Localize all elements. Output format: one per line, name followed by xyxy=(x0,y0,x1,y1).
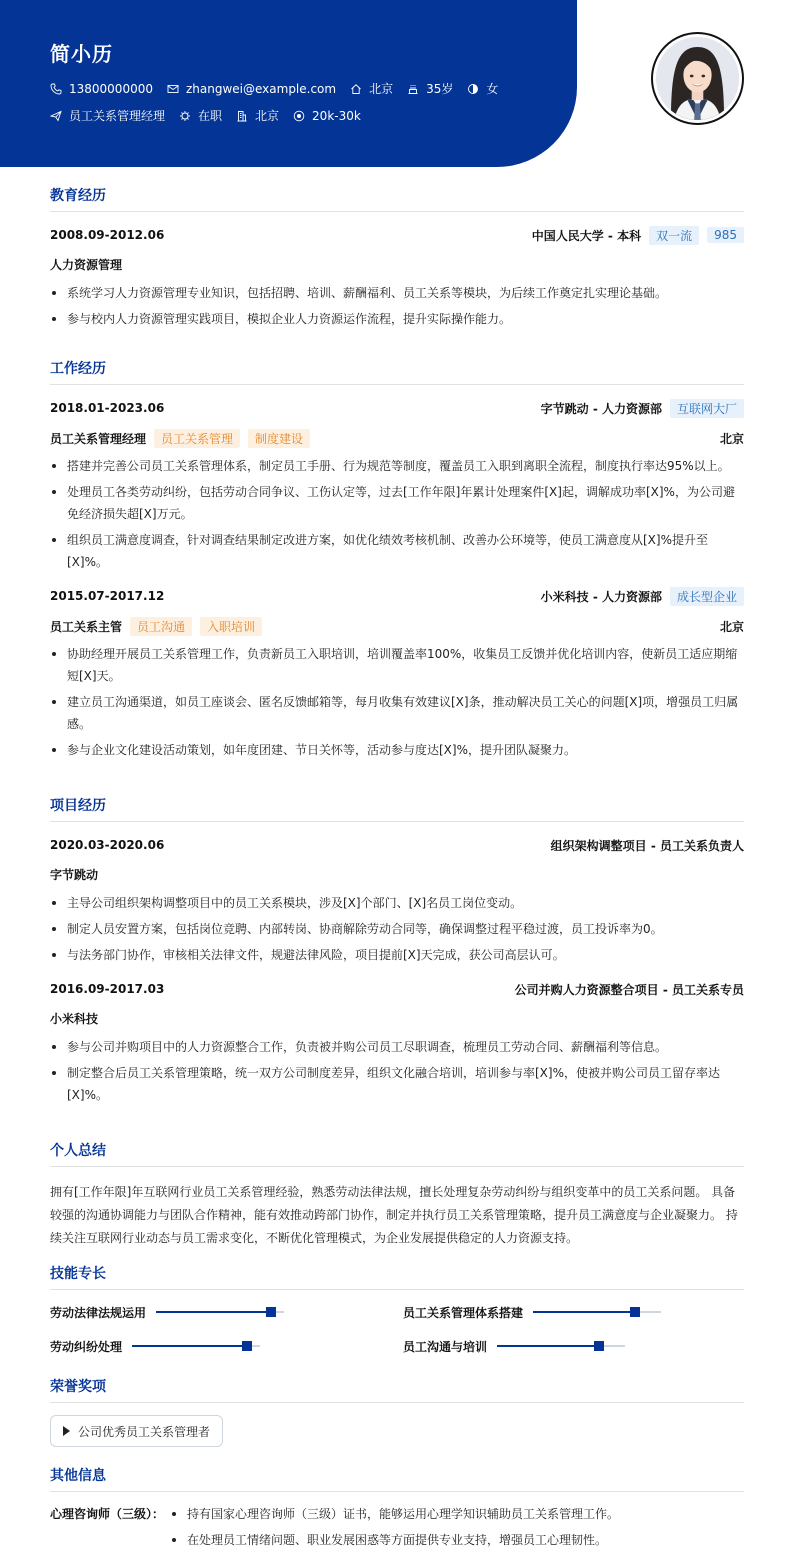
work-city-text: 北京 xyxy=(255,109,280,123)
summary-section xyxy=(50,1142,744,1250)
salary-icon xyxy=(293,110,305,122)
mail-icon xyxy=(167,83,179,95)
skill-bar xyxy=(533,1311,661,1313)
skill-bar xyxy=(497,1345,625,1347)
company-tag: 互联网大厂 xyxy=(670,399,744,418)
education-title: 教育经历 xyxy=(50,187,744,212)
play-icon xyxy=(63,1426,70,1436)
skill-item xyxy=(50,1339,260,1353)
education-school: 中国人民大学 - 本科 xyxy=(531,228,642,243)
intent-row xyxy=(50,107,375,124)
skill-bar xyxy=(132,1345,260,1347)
city-text: 北京 xyxy=(369,82,394,96)
work-city-item xyxy=(236,107,279,124)
list-item: 制定人员安置方案，包括岗位竞聘、内部转岗、协商解除劳动合同等，确保调整过程平稳过渡，员工投诉率为0。 xyxy=(50,918,744,940)
position-text: 员工关系管理经理 xyxy=(69,109,166,123)
phone-icon xyxy=(50,83,62,95)
project-bullets xyxy=(50,1036,744,1106)
project-bullets xyxy=(50,892,744,966)
list-item: 制定整合后员工关系管理策略，统一双方公司制度差异，组织文化融合培训，培训参与率[X]%，使被并购公司员工留存率达[X]%。 xyxy=(50,1062,744,1106)
skill-knob xyxy=(630,1307,640,1317)
candidate-name: 简小历 xyxy=(50,42,113,66)
work-role: 员工关系主管 xyxy=(50,619,123,634)
other-title: 其他信息 xyxy=(50,1467,744,1492)
phone-item xyxy=(50,82,153,96)
award-text: 公司优秀员工关系管理者 xyxy=(78,1424,211,1439)
skills-title: 技能专长 xyxy=(50,1265,744,1290)
skill-item xyxy=(403,1305,661,1319)
status-text: 在职 xyxy=(198,109,223,123)
summary-text: 拥有[工作年限]年互联网行业员工关系管理经验，熟悉劳动法律法规，擅长处理复杂劳动纠纷与组织变革中的员工关系问题。 具备较强的沟通协调能力与团队合作精神，能有效推动跨部门协作，制定并执行员工关系管理策略，提升员工满意度与企业凝聚力。 持续关注互联网行业动态与员工需求变化，不断优化管理模式，为企业发展提供稳定的人力资源支持。 xyxy=(50,1185,738,1245)
gender-icon xyxy=(467,83,479,95)
avatar-photo xyxy=(656,37,739,120)
age-icon xyxy=(407,83,419,95)
role-tag: 入职培训 xyxy=(200,617,262,636)
work-section xyxy=(50,360,744,761)
skill-fill xyxy=(497,1345,599,1347)
project-name: 组织架构调整项目 - 员工关系负责人 xyxy=(550,838,744,853)
skill-fill xyxy=(533,1311,635,1313)
role-tag: 员工关系管理 xyxy=(154,429,240,448)
education-bullets xyxy=(50,282,744,330)
work-period: 2015.07-2017.12 xyxy=(50,589,165,603)
age-item xyxy=(407,80,453,97)
list-item: 协助经理开展员工关系管理工作，负责新员工入职培训，培训覆盖率100%，收集员工反馈并优化培训内容，使新员工适应期缩短[X]天。 xyxy=(50,643,744,687)
work-role-row xyxy=(50,617,744,635)
list-item: 参与企业文化建设活动策划，如年度团建、节日关怀等，活动参与度达[X]%，提升团队凝聚力。 xyxy=(50,739,744,761)
email-item xyxy=(167,82,336,96)
project-period: 2020.03-2020.06 xyxy=(50,838,165,852)
skill-fill xyxy=(132,1345,247,1347)
other-label: 心理咨询师（三级）： xyxy=(50,1507,165,1521)
list-item: 系统学习人力资源管理专业知识，包括招聘、培训、薪酬福利、员工关系等模块，为后续工作奠定扎实理论基础。 xyxy=(50,282,744,304)
gender-item xyxy=(467,80,498,97)
salary-item xyxy=(293,109,361,123)
skill-name: 员工关系管理体系搭建 xyxy=(403,1305,524,1320)
skill-fill xyxy=(156,1311,271,1313)
other-bullets xyxy=(170,1503,744,1551)
list-item: 处理员工各类劳动纠纷，包括劳动合同争议、工伤认定等，过去[工作年限]年累计处理案件[X]起，调解成功率[X]%，为公司避免经济损失超[X]万元。 xyxy=(50,481,744,525)
other-section xyxy=(50,1467,744,1492)
skill-bar xyxy=(156,1311,284,1313)
skills-section xyxy=(50,1265,744,1290)
skill-item xyxy=(403,1339,625,1353)
work-role-row xyxy=(50,429,744,447)
award-chip[interactable] xyxy=(50,1415,223,1447)
role-tag: 制度建设 xyxy=(248,429,310,448)
list-item: 建立员工沟通渠道，如员工座谈会、匿名反馈邮箱等，每月收集有效建议[X]条，推动解决员工关心的问题[X]项，增强员工归属感。 xyxy=(50,691,744,735)
work-company: 字节跳动 - 人力资源部 xyxy=(540,401,662,416)
project-period: 2016.09-2017.03 xyxy=(50,982,165,996)
skill-name: 劳动纠纷处理 xyxy=(50,1339,123,1354)
project-header-row xyxy=(50,836,744,854)
work-bullets xyxy=(50,455,744,573)
honors-title: 荣誉奖项 xyxy=(50,1378,744,1403)
project-org: 字节跳动 xyxy=(50,868,99,882)
list-item: 参与公司并购项目中的人力资源整合工作，负责被并购公司员工尽职调查，梳理员工劳动合同、薪酬福利等信息。 xyxy=(50,1036,744,1058)
skill-knob xyxy=(266,1307,276,1317)
work-header-row xyxy=(50,399,744,417)
role-tag: 员工沟通 xyxy=(130,617,192,636)
projects-section xyxy=(50,797,744,1106)
skill-knob xyxy=(242,1341,252,1351)
work-company: 小米科技 - 人力资源部 xyxy=(540,589,662,604)
project-org: 小米科技 xyxy=(50,1012,99,1026)
work-period: 2018.01-2023.06 xyxy=(50,401,165,415)
work-bullets xyxy=(50,643,744,761)
list-item: 持有国家心理咨询师（三级）证书，能够运用心理学知识辅助员工关系管理工作。 xyxy=(170,1503,744,1525)
skill-item xyxy=(50,1305,284,1319)
honors-section xyxy=(50,1378,744,1403)
status-item xyxy=(179,107,222,124)
phone-text: 13800000000 xyxy=(69,81,153,96)
age-text: 35岁 xyxy=(426,82,454,96)
work-location: 北京 xyxy=(719,431,744,446)
list-item: 组织员工满意度调查，针对调查结果制定改进方案，如优化绩效考核机制、改善办公环境等，使员工满意度从[X]%提升至[X]%。 xyxy=(50,529,744,573)
projects-title: 项目经历 xyxy=(50,797,744,822)
gender-text: 女 xyxy=(486,82,499,96)
list-item: 在处理员工情绪问题、职业发展困惑等方面提供专业支持，增强员工心理韧性。 xyxy=(170,1529,744,1551)
skill-knob xyxy=(594,1341,604,1351)
work-location: 北京 xyxy=(719,619,744,634)
contact-row xyxy=(50,80,512,97)
education-tag: 双一流 xyxy=(649,226,699,245)
city-item xyxy=(350,80,393,97)
salary-text: 20k-30k xyxy=(312,108,361,123)
skill-name: 劳动法律法规运用 xyxy=(50,1305,147,1320)
work-header-row xyxy=(50,587,744,605)
list-item: 搭建并完善公司员工关系管理体系，制定员工手册、行为规范等制度，覆盖员工入职到离职全流程，制度执行率达95%以上。 xyxy=(50,455,744,477)
building-icon xyxy=(236,110,248,122)
company-tag: 成长型企业 xyxy=(670,587,744,606)
education-section xyxy=(50,187,744,330)
education-tag: 985 xyxy=(707,227,744,243)
status-icon xyxy=(179,110,191,122)
project-header-row xyxy=(50,980,744,998)
send-icon xyxy=(50,110,62,122)
summary-title: 个人总结 xyxy=(50,1142,744,1167)
list-item: 主导公司组织架构调整项目中的员工关系模块，涉及[X]个部门、[X]名员工岗位变动。 xyxy=(50,892,744,914)
position-item xyxy=(50,107,165,124)
resume-header xyxy=(0,0,577,167)
list-item: 参与校内人力资源管理实践项目，模拟企业人力资源运作流程，提升实际操作能力。 xyxy=(50,308,744,330)
work-title: 工作经历 xyxy=(50,360,744,385)
project-name: 公司并购人力资源整合项目 - 员工关系专员 xyxy=(514,982,744,997)
home-icon xyxy=(350,83,362,95)
education-major: 人力资源管理 xyxy=(50,258,123,272)
education-header-row xyxy=(50,226,744,244)
education-period: 2008.09-2012.06 xyxy=(50,228,165,242)
email-text: zhangwei@example.com xyxy=(185,81,337,96)
list-item: 与法务部门协作，审核相关法律文件，规避法律风险，项目提前[X]天完成，获公司高层认可。 xyxy=(50,944,744,966)
work-role: 员工关系管理经理 xyxy=(50,431,147,446)
skill-name: 员工沟通与培训 xyxy=(403,1339,488,1354)
avatar xyxy=(651,32,744,125)
